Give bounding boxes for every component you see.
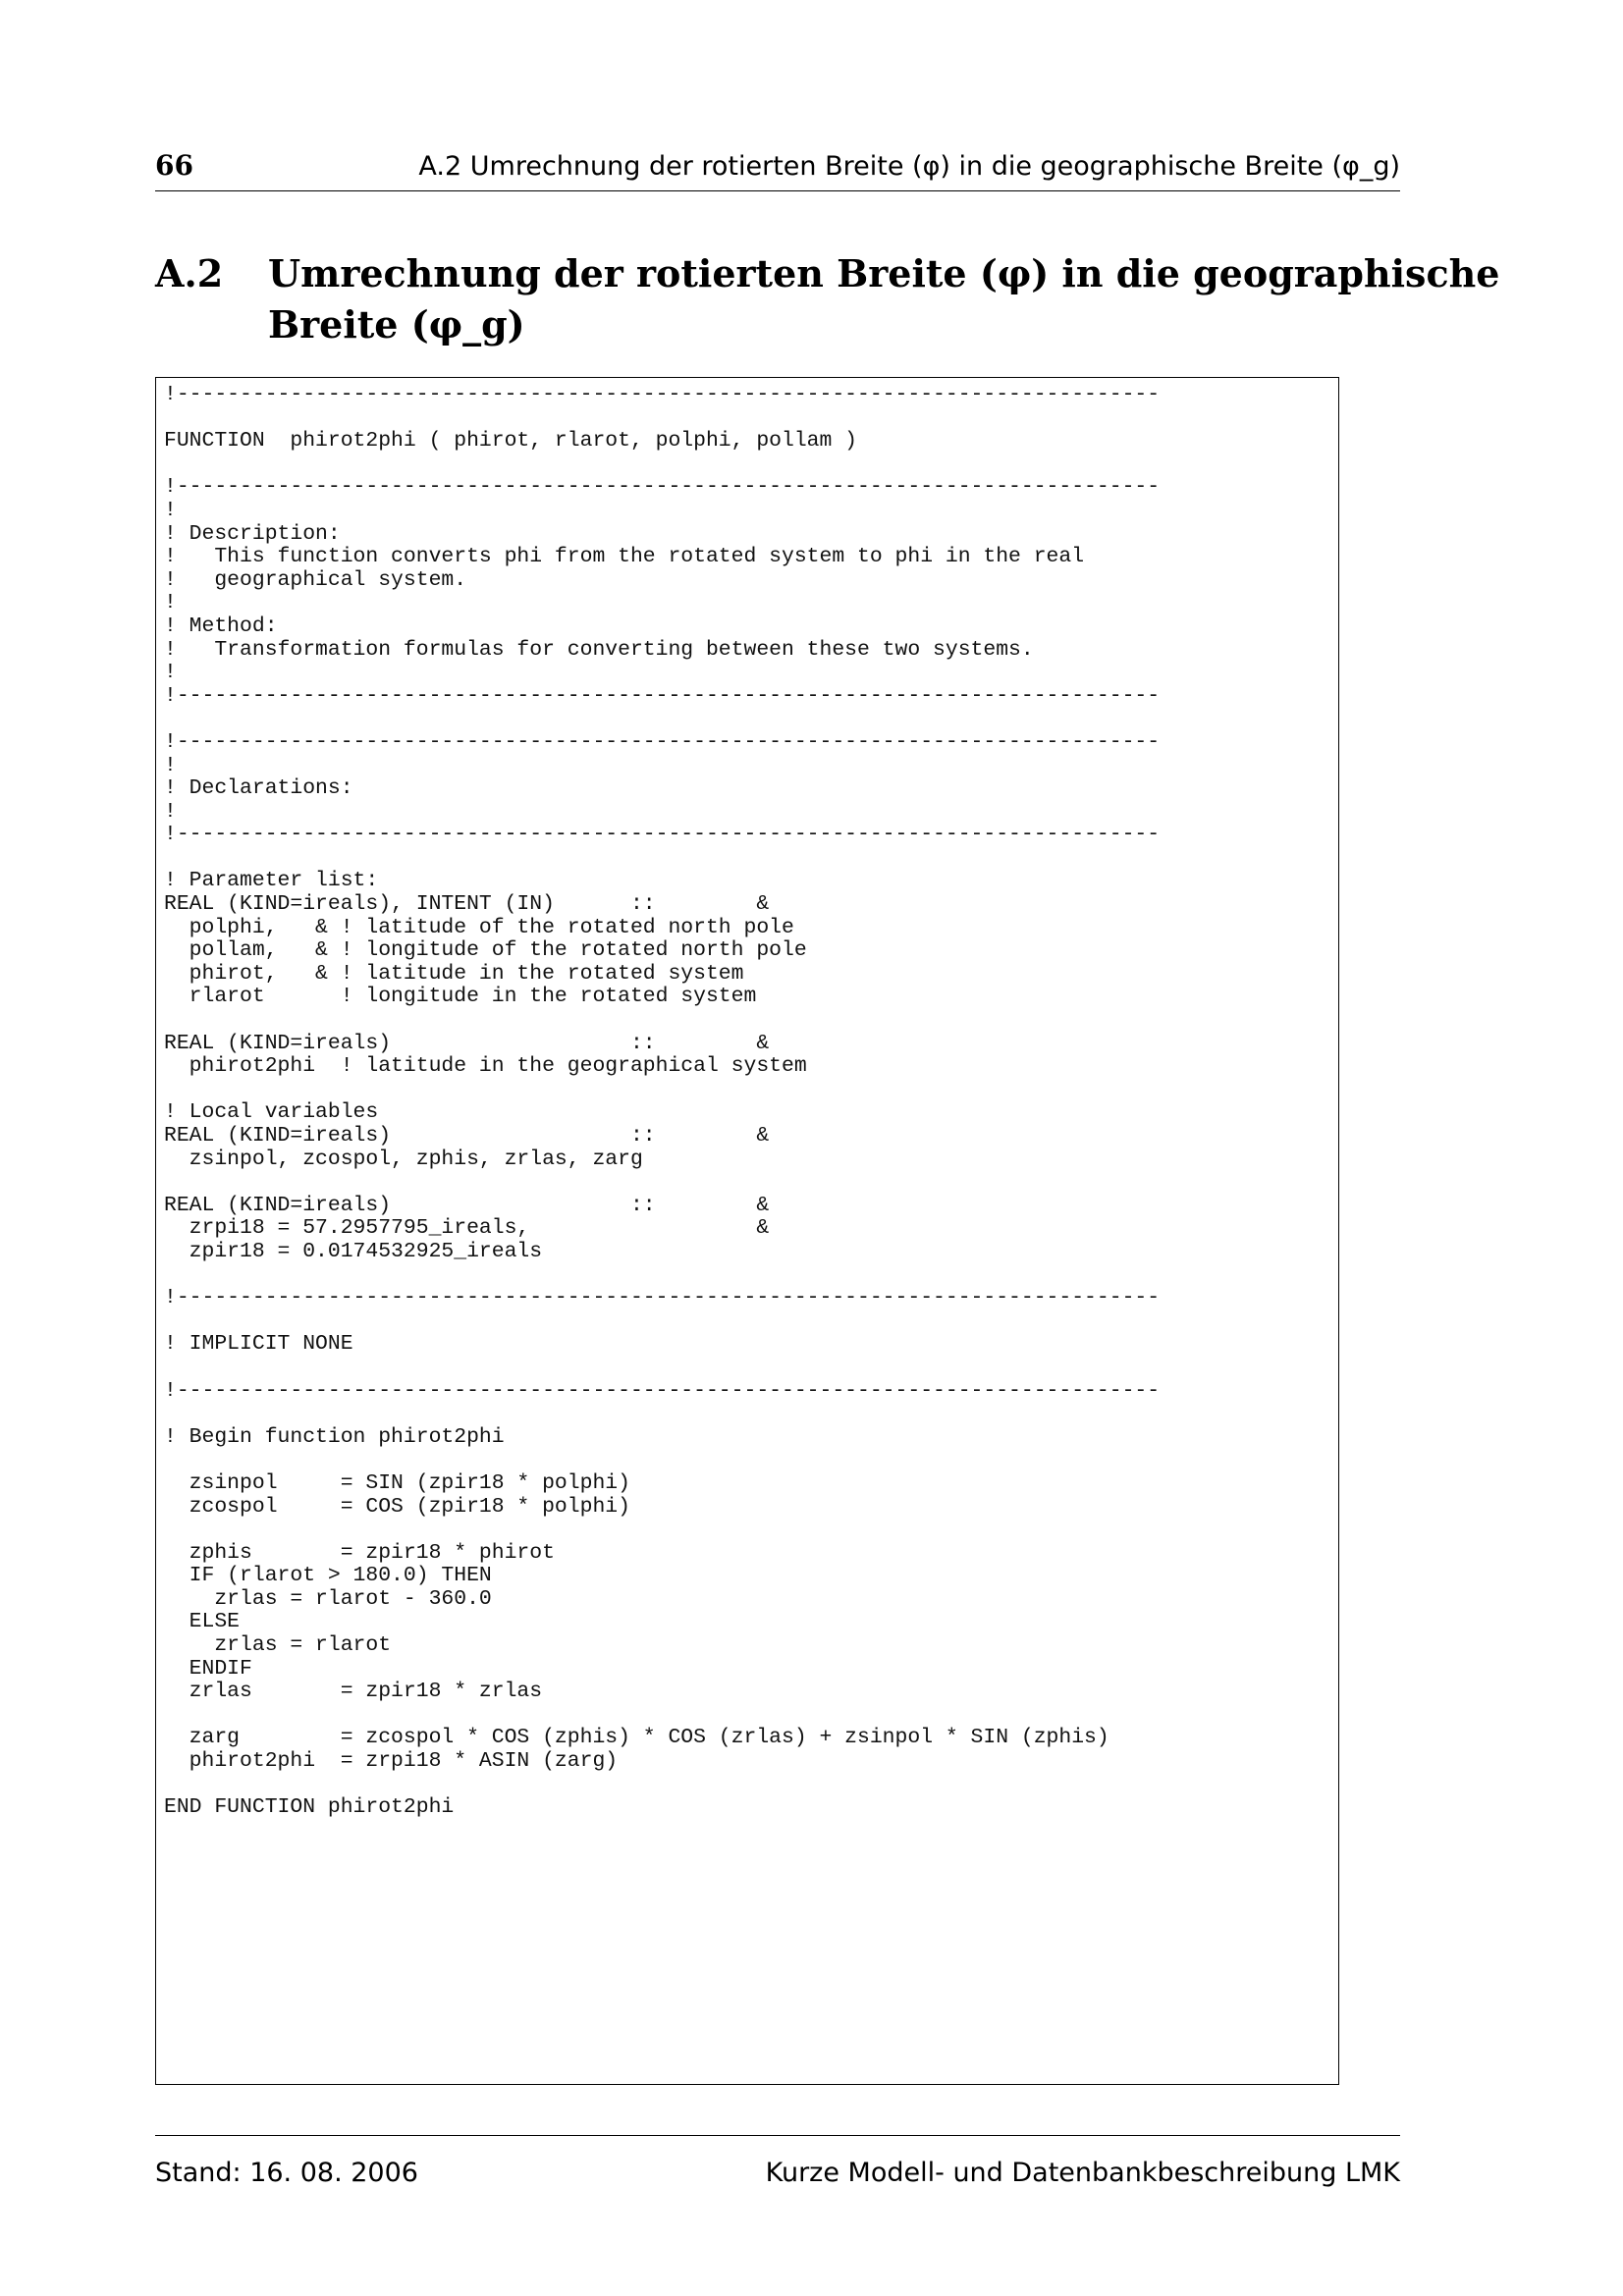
code-listing: !------------------------------------------------------------------------------ FUNCTION phirot2phi ( phirot, rlarot, polphi, pollam ) !------------------------------------------------------------------------------ ! ! Description: ! This function converts phi from the rotated system to phi in the real ! geographical system. ! ! Method: ! Transformation formulas for converting between these two systems. ! !------------------------------------------------------------------------------ !------------------------------------------------------------------------------ ! ! Declarations: ! !------------------------------------------------------------------------------ ! Parameter list: REAL (KIND=ireals), INTENT (IN) :: & polphi, & ! latitude of the rotated north pole pollam, & ! longitude of the rotated north pole phirot, & ! latitude in the rotated system rlarot ! longitude in the rotated system REAL (KIND=ireals) :: & phirot2phi ! latitude in the geographical system ! Local variables REAL (KIND=ireals) :: & zsinpol, zcospol, zphis, zrlas, zarg REAL (KIND=ireals) :: & zrpi18 = 57.2957795_ireals, & zpir18 = 0.0174532925_ireals !------------------------------------------------------------------------------ ! IMPLICIT NONE !------------------------------------------------------------------------------ ! Begin function phirot2phi zsinpol = SIN (zpir18 * polphi) zcospol = COS (zpir18 * polphi) zphis = zpir18 * phirot IF (rlarot > 180.0) THEN zrlas = rlarot - 360.0 ELSE zrlas = rlarot ENDIF zrlas = zpir18 * zrlas zarg = zcospol * COS (zphis) * COS (zrlas) + zsinpol * SIN (zphis) phirot2phi = zrpi18 * ASIN (zarg) END FUNCTION phirot2phi — [164, 383, 1161, 1820]
section-title-continuation: Breite (φ_g) — [268, 302, 525, 347]
page-number: 66 — [155, 149, 193, 182]
section-title: Umrechnung der rotierten Breite (φ) in die geographische — [268, 251, 1500, 295]
footer-title: Kurze Modell- und Datenbankbeschreibung LMK — [765, 2158, 1400, 2188]
running-title: A.2 Umrechnung der rotierten Breite (φ) in die geographische Breite (φ_g) — [418, 151, 1400, 182]
code-listing-box — [155, 377, 1339, 2085]
section-number: A.2 — [155, 251, 224, 295]
page-footer — [155, 2135, 1400, 2188]
page-header — [155, 147, 1400, 191]
footer-date: Stand: 16. 08. 2006 — [155, 2158, 418, 2188]
